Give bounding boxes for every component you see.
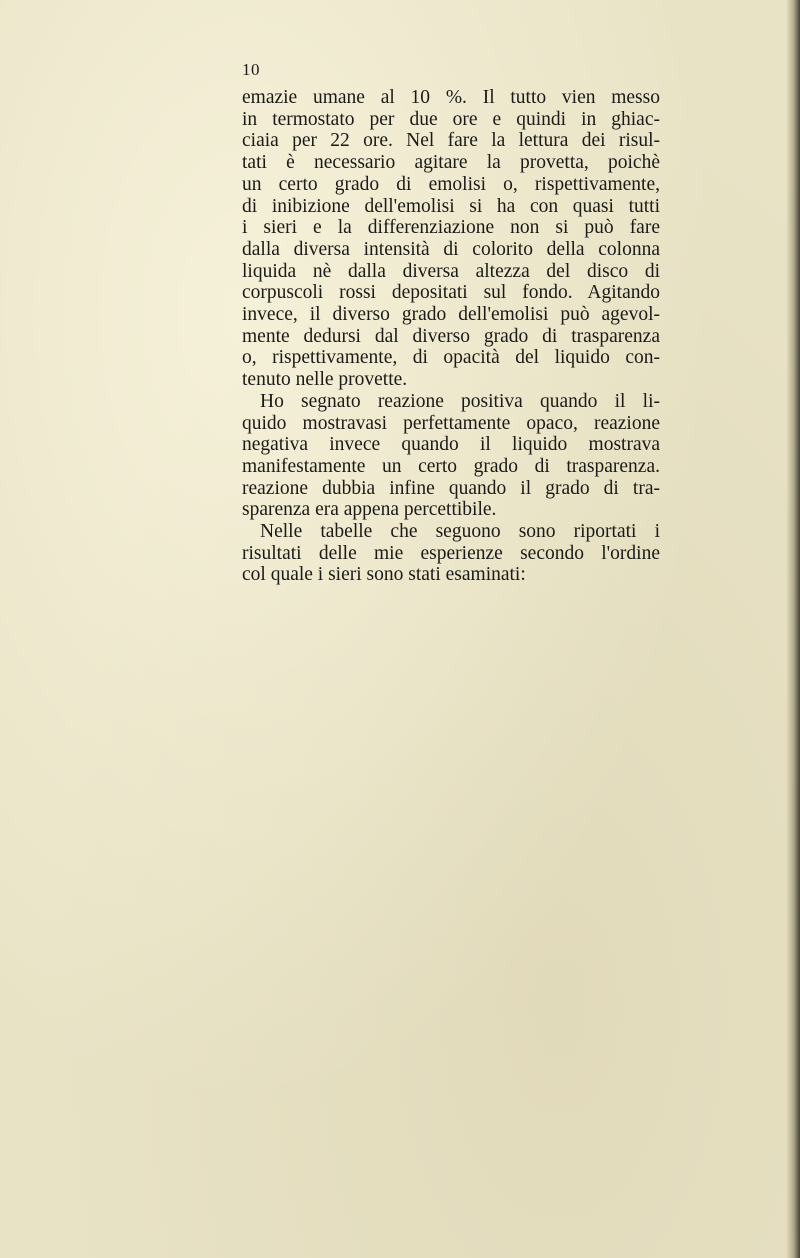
- text-line: dalla diversa intensità di colorito della colonna: [242, 238, 660, 260]
- text-line: un certo grado di emolisi o, rispettivamente,: [242, 173, 660, 195]
- text-line: emazie umane al 10 %. Il tutto vien messo: [242, 87, 660, 108]
- text-line: quido mostravasi perfettamente opaco, reazione: [242, 412, 660, 434]
- paragraph-3: [242, 521, 660, 586]
- text-line: risultati delle mie esperienze secondo l'ordine: [242, 542, 660, 564]
- text-line: mente dedursi dal diverso grado di trasparenza: [242, 325, 660, 347]
- text-line: invece, il diverso grado dell'emolisi può agevol-: [242, 304, 660, 326]
- page-number: 10: [242, 60, 260, 79]
- text-line: manifestamente un certo grado di trasparenza.: [242, 455, 660, 477]
- paragraph-2: [242, 391, 660, 521]
- text-line: tenuto nelle provette.: [242, 369, 408, 391]
- text-line: Nelle tabelle che seguono sono riportati i: [260, 521, 660, 543]
- text-line: di inibizione dell'emolisi si ha con quasi tutti: [242, 195, 660, 217]
- text-line: i sieri e la differenziazione non si può fare: [242, 217, 660, 239]
- text-line: ciaia per 22 ore. Nel fare la lettura dei risul-: [242, 130, 660, 152]
- body-text: [242, 87, 660, 586]
- text-line: negativa invece quando il liquido mostrava: [242, 434, 660, 456]
- text-line: corpuscoli rossi depositati sul fondo. Agitando: [242, 282, 660, 304]
- text-line: Ho segnato reazione positiva quando il li-: [260, 390, 660, 412]
- page-edge-shadow: [786, 0, 800, 1258]
- text-line: in termostato per due ore e quindi in ghiac-: [242, 108, 660, 130]
- text-line: sparenza era appena percettibile.: [242, 499, 497, 521]
- text-line: liquida nè dalla diversa altezza del disco di: [242, 260, 660, 282]
- text-line: reazione dubbia infine quando il grado di tra-: [242, 477, 660, 499]
- text-line: tati è necessario agitare la provetta, poichè: [242, 152, 660, 174]
- paragraph-1: [242, 87, 660, 391]
- text-line: col quale i sieri sono stati esaminati:: [242, 564, 526, 586]
- text-line: o, rispettivamente, di opacità del liquido con-: [242, 347, 660, 369]
